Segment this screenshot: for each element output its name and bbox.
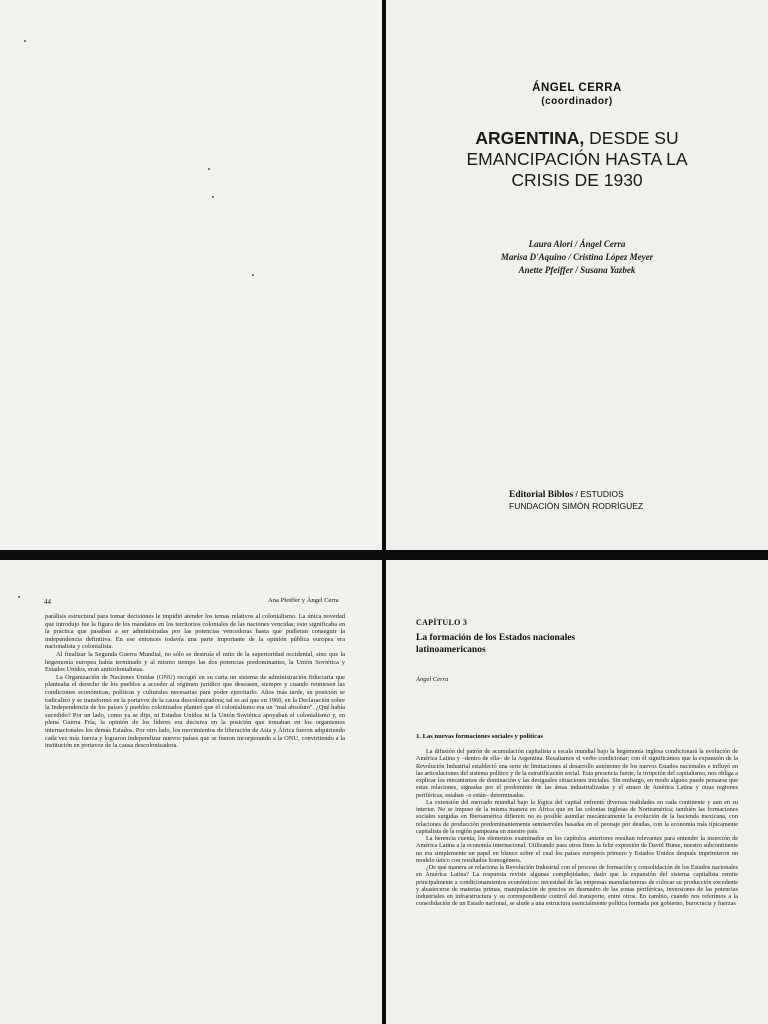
- book-coordinator: ÁNGEL CERRA: [532, 82, 622, 94]
- speck: [24, 40, 26, 42]
- coauthor-line: Marisa D'Aquino / Cristina López Meyer: [500, 252, 654, 262]
- paragraph: La difusión del patrón de acumulación capitalista a escala mundial bajo la hegemonía inglesa condicionará la evolución de América Latina y –dentro de ella– de la Argentina. Resaltamos el verbo condicionar; con él significamos que la expansión de la Revolución Industrial estableció una serie de limitaciones al desarrollo autónomo de los nuevos Estados nacionales e influyó en las articulaciones del sistema político y de la estratificación social. Esta presencia fuerte, la irrupción del capitalismo, nos obliga a explicar los mecanismos de dominación y las desiguales situaciones iniciales. Sin embargo, en modo alguno puede pensarse que estas relaciones, signadas por el predominio de las áreas industrializadas y el atraso de América Latina y otras regiones periféricas, estaban –o están– determinadas.: [416, 748, 738, 799]
- chapter-label: CAPÍTULO 3: [416, 618, 468, 627]
- section-heading: 1. Las nuevas formaciones sociales y políticas: [416, 733, 543, 740]
- publisher-name: Editorial Biblos: [509, 490, 574, 500]
- chapter-author: Ángel Cerra: [416, 676, 449, 683]
- foundation-name: FUNDACIÓN SIMÓN RODRÍGUEZ: [509, 501, 644, 511]
- coordinator-role: (coordinador): [541, 96, 613, 107]
- chapter-title-line-1: La formación de los Estados nacionales: [416, 633, 576, 643]
- paragraph: Al finalizar la Segunda Guerra Mundial, no sólo se destruía el mito de la superioridad occidental, sino que la hegemonía europea había terminado y al mismo tiempo las dos potencias predominantes, la Unión Soviética y Estados Unidos, eran anticolonialistas.: [45, 650, 345, 674]
- speck: [208, 168, 210, 170]
- chapter-title: [416, 632, 716, 656]
- page-44: [0, 560, 382, 1024]
- page-number: 44: [44, 598, 51, 606]
- speck: [212, 196, 214, 198]
- paragraph: La herencia cuenta; los elementos examinados en los capítulos anteriores resultan relevantes para entender la inserción de América Latina a la economía internacional. Utilizando para otros fines la feliz expresión de David Hume, nuestro subcontinente no era simplemente un papel en blanco sobre el cual los países europeos primero y Estados Unidos después imprimieron un modelo único con resultados homogéneos.: [416, 835, 738, 864]
- publisher-series: / ESTUDIOS: [573, 489, 624, 499]
- title-line-3: CRISIS DE 1930: [511, 170, 643, 190]
- speck: [252, 274, 254, 276]
- chapter-body: [416, 748, 738, 908]
- paragraph: La extensión del mercado mundial bajo la lógica del capital enfrentó diversas realidades en cada continente y aun en su interior. No se impuso de la misma manera en África que en las colonias inglesas de Norteamérica; también las formaciones sociales surgidas en Iberoamérica difieren: no es posible asimilar mecánicamente la evolución de la hacienda mexicana, con relaciones de producción predominantemente semiserviles basadas en el peonaje por deudas, con la economía más típicamente capitalista de la región pampeana en nuestro país.: [416, 798, 738, 835]
- book-title: [386, 128, 768, 191]
- publisher-block: [509, 489, 643, 512]
- coauthors-list: [386, 238, 768, 277]
- chapter-title-line-2: latinoamericanos: [416, 645, 486, 655]
- title-bold: ARGENTINA,: [475, 128, 585, 148]
- paragraph: La Organización de Naciones Unidas (ONU) recogió en su carta un sistema de administración fiduciaria que planteaba el derecho de los pueblos a acceder al régimen jurídico que deseasen, siempre y cuando reuniesen las condiciones económicas, políticas y culturales necesarias para poder ejercitarlo. Años más tarde, su posición se radicalizó y se transformó en la portavoz de la causa descolonizadora; tal es así que en 1960, en la Declaración sobre la Independencia de los países y pueblos colonizados planteó que el colonialismo era un "mal absoluto". ¿Qué había sucedido? Por un lado, como ya se dijo, ni Estados Unidos ni la Unión Soviética apoyaban el colonialismo y, en plena Guerra Fría, la opinión de los líderes era decisiva en la posición que tomaban en los organismos internacionales los demás Estados. Por otro lado, los movimientos de liberación de Asia y África fueron adquiriendo cada vez más fuerza y lograron independizar nuevos países que se fueron incorporando a la ONU, convirtiendo a la institución en portavoz de la causa descolonizadora.: [45, 673, 345, 750]
- speck: [18, 596, 20, 598]
- page-44-body: [45, 613, 345, 750]
- title-page: [386, 0, 768, 550]
- coauthor-line: Anette Pfeiffer / Susana Yazbek: [518, 265, 636, 275]
- coauthor-line: Laura Alori / Ángel Cerra: [528, 239, 626, 249]
- blank-page: [0, 0, 382, 550]
- title-rest: DESDE SU: [584, 128, 679, 148]
- paragraph: parálisis estructural para tomar decisiones le impidió atender los temas relativos al colonialismo. La única novedad que introdujo fue la figura de los mandatos en los territorios coloniales de las naciones vencidas; esto significaba en la práctica que pasaban a ser administradas por las potencias vencedoras hasta que pudieran conseguir la independencia definitiva. En ese entonces todavía una parte importante de la opinión pública europea era nacionalista y colonialista.: [45, 613, 345, 651]
- paragraph: ¿De qué manera se relaciona la Revolución Industrial con el proceso de formación y consolidación de los Estados nacionales en América Latina? La respuesta reviste algunas complejidades, dado que la expansión del sistema capitalista remite principalmente a condicionamientos económicos: necesidad de las empresas manufactureras de colocar su producción excedente y abastecerse de materias primas, manipulación de precios en desmedro de las zonas periféricas, inversiones de las potencias industriales en infraestructura y su correspondiente control del transporte, entre otros. En cambio, cuando nos referimos a la consolidación de un Estado nacional, se alude a una estructura esencialmente política formada por gobierno, burocracia y fuerzas: [416, 864, 738, 908]
- title-line-2: EMANCIPACIÓN HASTA LA: [466, 149, 688, 169]
- running-head: Ana Pfeiffer y Ángel Cerra: [268, 597, 339, 604]
- chapter-page: [386, 560, 768, 1024]
